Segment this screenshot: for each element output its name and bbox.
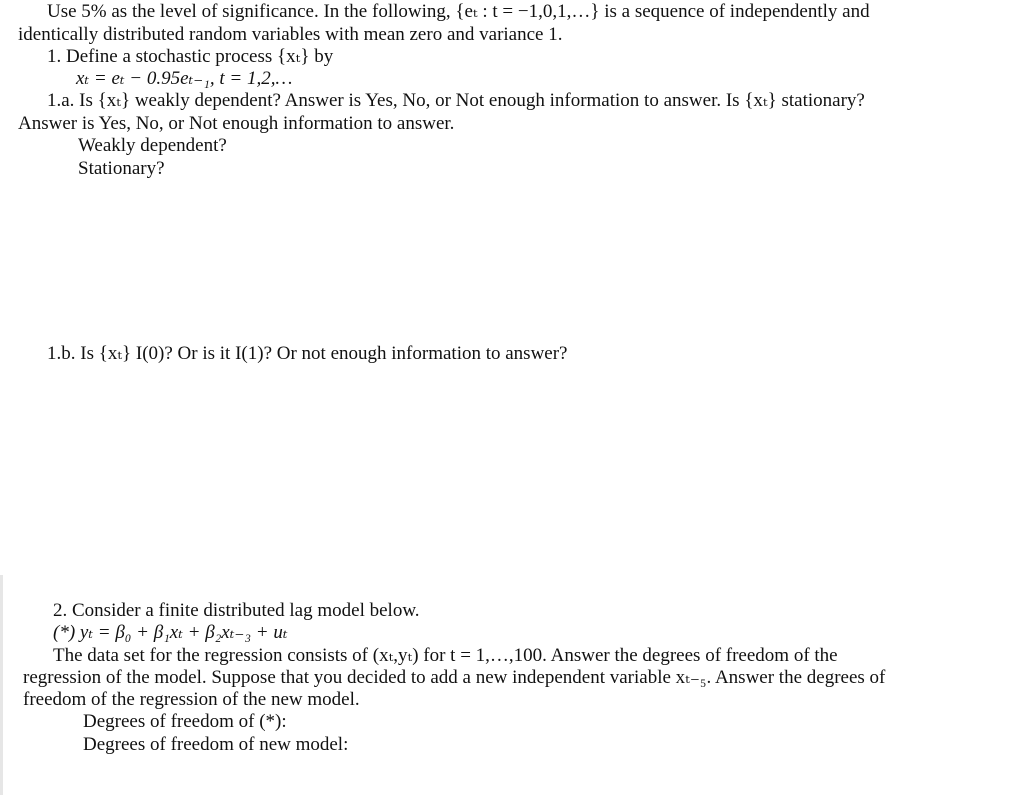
q2-line-3: freedom of the regression of the new model. (23, 689, 360, 710)
intro-line-1: Use 5% as the level of significance. In the following, {eₜ : t = −1,0,1,…} is a sequence of independently and (47, 1, 870, 22)
q1a-line-1: 1.a. Is {xₜ} weakly dependent? Answer is Yes, No, or Not enough information to answer. Is {xₜ} stationary? (47, 90, 865, 111)
q2-equation: (*) yₜ = β₀ + β₁xₜ + β₂xₜ₋₃ + uₜ (53, 622, 288, 643)
q2-heading: 2. Consider a finite distributed lag model below. (53, 600, 420, 621)
q2-line-1: The data set for the regression consists of (xₜ,yₜ) for t = 1,…,100. Answer the degrees of freedom of the (53, 645, 838, 666)
stationary-label: Stationary? (78, 158, 165, 179)
q1-heading: 1. Define a stochastic process {xₜ} by (47, 46, 334, 67)
df-new-model-label: Degrees of freedom of new model: (83, 734, 349, 755)
q2-line-2: regression of the model. Suppose that you decided to add a new independent variable xₜ₋₅. Answer the degrees of (23, 667, 886, 688)
q1-equation: xₜ = eₜ − 0.95eₜ₋₁, t = 1,2,… (76, 68, 293, 89)
weakly-dependent-label: Weakly dependent? (78, 135, 227, 156)
df-model-label: Degrees of freedom of (*): (83, 711, 287, 732)
q1a-line-2: Answer is Yes, No, or Not enough information to answer. (18, 113, 455, 134)
q1b-line: 1.b. Is {xₜ} I(0)? Or is it I(1)? Or not enough information to answer? (47, 343, 568, 364)
intro-line-2: identically distributed random variables with mean zero and variance 1. (18, 24, 563, 45)
left-edge-shadow (0, 575, 3, 795)
